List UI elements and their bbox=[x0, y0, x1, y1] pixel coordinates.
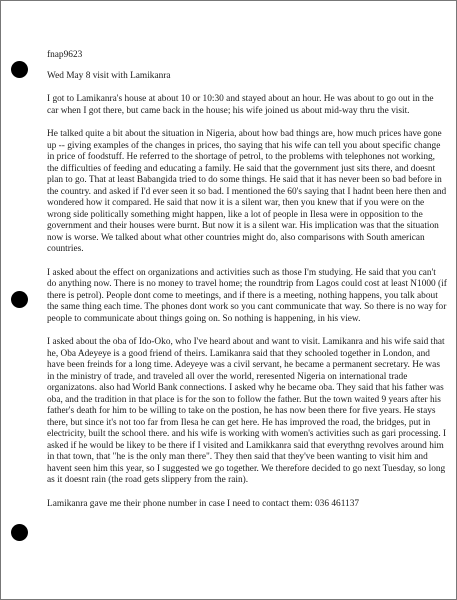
document-body bbox=[47, 50, 447, 522]
paragraph: He talked quite a bit about the situation in Nigeria, about how bad things are, how much prices have gone up -- giving examples of the changes in prices, tho saying that his wife can tell you about specific change in price of foodstuff. He referred to the shortage of petrol, to the problems with telephones not working, the difficulties of feeding and educating a family. He said that the government just sits there, and doesnt plan to go. That at least Babangida tried to do some things. He said that it has never been so bad before in the country. and asked if I'd ever seen it so bad. I mentioned the 60's saying that I hadnt been here then and wondered how it compared. He said that now it is a silent war, then you knew that if you were on the wrong side politically something might happen, like a lot of people in Ilesa were in opposition to the government and their houses were burnt. But now it is a silent war. His implication was that the situation now is worse. We talked about what other countries might do, also comparisons with South american countries. bbox=[47, 129, 447, 254]
paragraph: I got to Lamikanra's house at about 10 or 10:30 and stayed about an hour. He was about to go out in the car when I got there, but came back in the house; his wife joined us about mid-way thru the visit. bbox=[47, 94, 434, 116]
document-ref: fnap9623 bbox=[47, 50, 83, 60]
paragraph: I asked about the effect on organizations and activities such as those I'm studying. He said that you can't do anything now. There is no money to travel home; the roundtrip from Lagos could cost at least N1000 (if there is petrol). People dont come to meetings, and if there is a meeting, nothing happens, you talk about the same thing each time. The phones dont work so you cant communicate that way. So there is no way for people to communicate about things going on. So nothing is happening, in his view. bbox=[47, 267, 447, 324]
document-heading: Wed May 8 visit with Lamikanra bbox=[47, 70, 171, 81]
punch-hole bbox=[11, 61, 28, 78]
punch-hole bbox=[11, 524, 28, 541]
paragraph: Lamikanra gave me their phone number in case I need to contact them: 036 461137 bbox=[47, 498, 360, 509]
punch-hole bbox=[11, 291, 28, 308]
paragraph: I asked about the oba of Ido-Oko, who I've heard about and want to visit. Lamikanra and his wife said that he, Oba Adeyeye is a good friend of theirs. Lamikanra said that they schooled together in London, and have been freinds for a long time. Adeyeye was a civil servant, he became a permanent secretary. He was in the ministry of trade, and traveled all over the world, reresented Nigeria on international trade organizatons. also had World Bank connections. I asked why he became oba. They said that his father was oba, and the tradition in that place is for the son to follow the father. But the town waited 9 years after his father's death for him to be willing to take on the postion, he has now been there for five years. He stays there, but since it's not too far from Ilesa he can get here. He has improved the road, the bridges, put in electricity, built the school there. and his wife is working with women's activities such as gari processing. I asked if he would be likey to be there if I visited and Lamikkanra said that everythng revolves around him in that town, that "he is the only man there". They then said that they've been wanting to visit him and havent seen him this year, so I suggested we go together. We therefore decided to go next Tuesday, so long as it doesnt rain (the road gets slippery from the rain). bbox=[47, 337, 447, 485]
